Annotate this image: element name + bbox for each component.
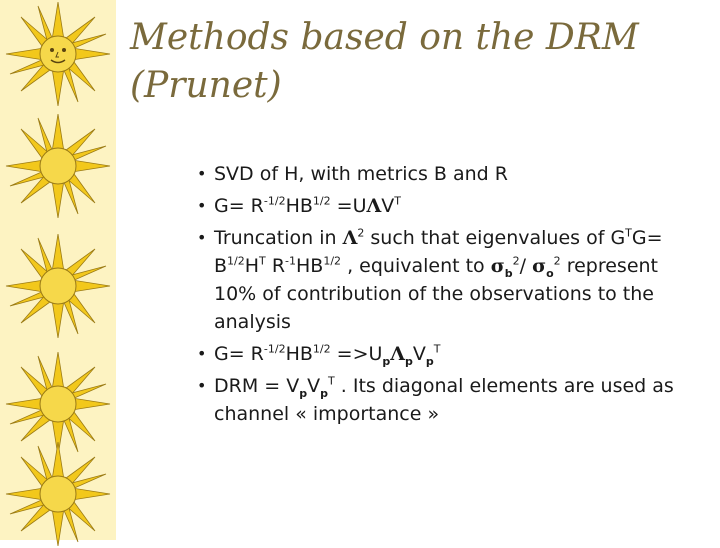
sun-icon [4, 232, 112, 340]
sun-icon [4, 440, 112, 548]
title-line-2: (Prunet) [130, 65, 282, 106]
bullet-truncation: • Truncation in $\Lambda^2$ such that eigenvalues of $G^TG= B^{1/2}H^T$ $R^{-1}HB^{1/2}$ , equivalent to $\sigma_b^2/$ $\sigma_o^2$ represent 10% of contribution of the observations to the analysis [197, 224, 702, 336]
decorative-side-band [0, 0, 116, 540]
sun-icon [4, 112, 112, 220]
title-line-1: Methods based on the DRM [130, 17, 639, 58]
bullet-g-reduced: • $G= R^{-1/2}HB^{1/2} =>U_p\Lambda_pV_p^T$ [197, 340, 702, 368]
slide-title [130, 14, 710, 110]
bullet-list [197, 160, 702, 428]
sun-icon [4, 0, 112, 108]
bullet-svd: • SVD of H, with metrics B and R [197, 160, 702, 188]
bullet-drm: • DRM = $V_pV_p^T$ . Its diagonal elements are used as channel « importance » [197, 372, 702, 428]
bullet-g-equation: • $G= R^{-1/2}HB^{1/2} =U\Lambda V^T$ [197, 192, 702, 220]
